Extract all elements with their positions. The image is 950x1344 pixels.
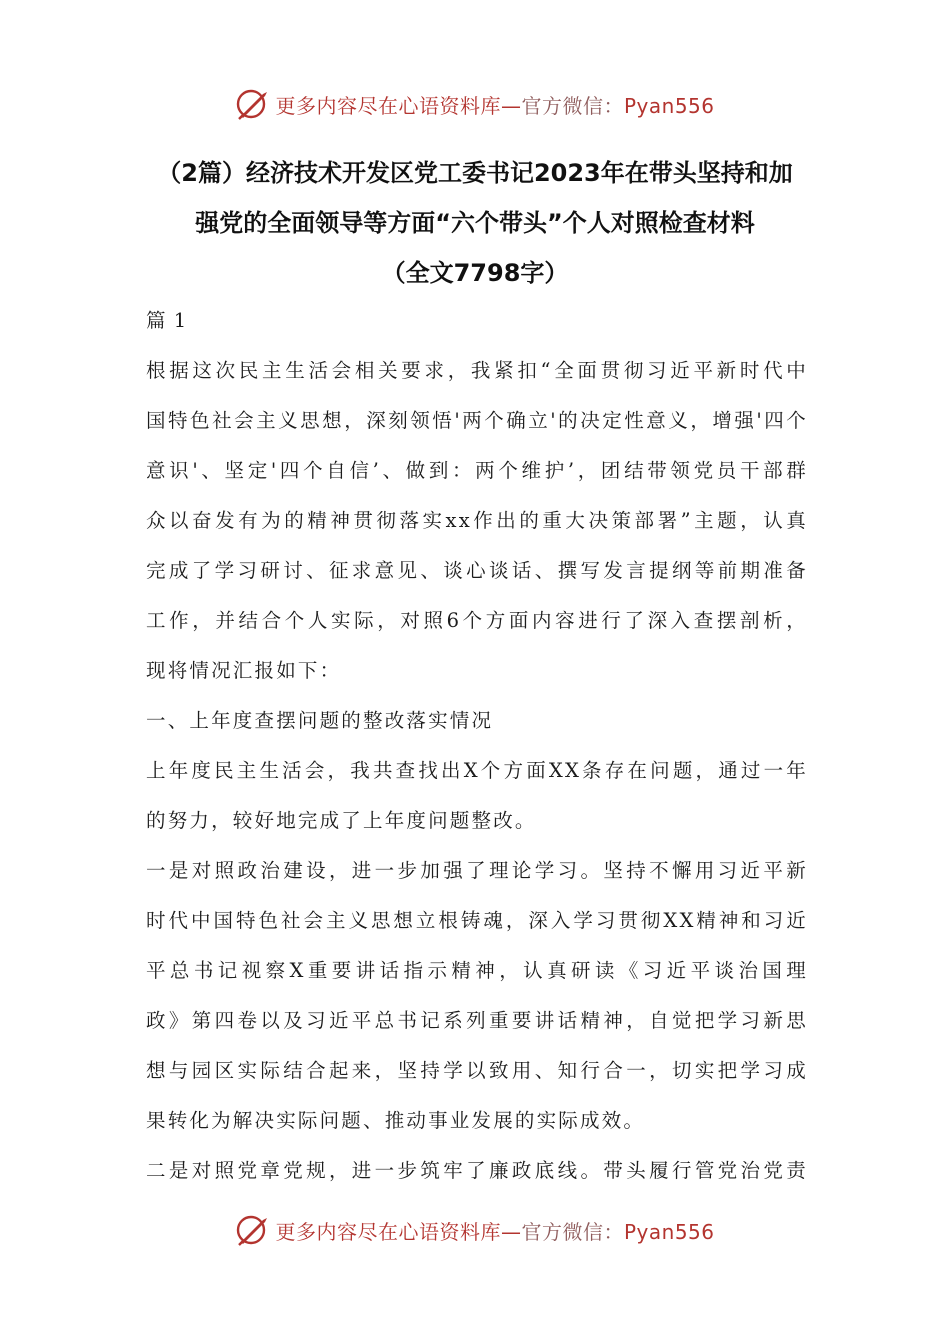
paragraph-line: 国特色社会主义思想，深刻领悟'两个确立'的决定性意义，增强'四个 bbox=[146, 409, 808, 432]
paragraph-line: 果转化为解决实际问题、推动事业发展的实际成效。 bbox=[146, 1109, 646, 1132]
title-line-2: 强党的全面领导等方面“六个带头”个人对照检查材料 bbox=[195, 209, 755, 237]
paragraph-line: 平总书记视察X重要讲话指示精神，认真研读《习近平谈治国理 bbox=[146, 959, 808, 982]
paragraph-line: 的努力，较好地完成了上年度问题整改。 bbox=[146, 809, 537, 832]
paragraph-line: 意识'、坚定'四个自信’、做到：两个维护’，团结带领党员干部群 bbox=[146, 459, 808, 482]
paragraph-line: 完成了学习研讨、征求意见、谈心谈话、撰写发言提纲等前期准备 bbox=[146, 559, 808, 582]
banner-dash: — bbox=[500, 1219, 522, 1244]
paragraph-line: 根据这次民主生活会相关要求，我紧扣“全面贯彻习近平新时代中 bbox=[146, 359, 808, 382]
header-watermark-banner bbox=[0, 84, 950, 124]
paragraph-line: 二是对照党章党规，进一步筑牢了廉政底线。带头履行管党治党责 bbox=[146, 1159, 808, 1182]
title-line-3: （全文7798字） bbox=[381, 259, 569, 287]
pen-logo-icon bbox=[235, 1212, 271, 1248]
document-body bbox=[146, 296, 808, 1196]
banner-label-text: 官方微信： bbox=[521, 93, 624, 118]
paragraph-line: 时代中国特色社会主义思想立根铸魂，深入学习贯彻XX精神和习近 bbox=[146, 909, 808, 932]
pen-logo-icon bbox=[235, 86, 271, 122]
banner-main-text: 更多内容尽在心语资料库 bbox=[275, 1219, 501, 1244]
banner-wechat-id: Pyan556 bbox=[623, 1219, 715, 1244]
document-title bbox=[140, 148, 810, 298]
section-heading: 一、上年度查摆问题的整改落实情况 bbox=[146, 709, 494, 732]
banner-wechat-id: Pyan556 bbox=[623, 93, 715, 118]
banner-dash: — bbox=[500, 93, 522, 118]
title-line-1: （2篇）经济技术开发区党工委书记2023年在带头坚持和加 bbox=[157, 159, 793, 187]
paragraph-line: 政》第四卷以及习近平总书记系列重要讲话精神，自觉把学习新思 bbox=[146, 1009, 808, 1032]
paragraph-line: 一是对照政治建设，进一步加强了理论学习。坚持不懈用习近平新 bbox=[146, 859, 808, 882]
paragraph-line: 众以奋发有为的精神贯彻落实xx作出的重大决策部署”主题，认真 bbox=[146, 509, 808, 532]
banner-main-text: 更多内容尽在心语资料库 bbox=[275, 93, 501, 118]
banner-label-text: 官方微信： bbox=[521, 1219, 624, 1244]
paragraph-line: 现将情况汇报如下： bbox=[146, 659, 342, 682]
section-heading-part1: 篇 1 bbox=[146, 309, 188, 332]
paragraph-line: 上年度民主生活会，我共查找出X个方面XX条存在问题，通过一年 bbox=[146, 759, 808, 782]
paragraph-line: 想与园区实际结合起来，坚持学以致用、知行合一，切实把学习成 bbox=[146, 1059, 808, 1082]
footer-watermark-banner bbox=[0, 1210, 950, 1250]
paragraph-line: 工作，并结合个人实际，对照6个方面内容进行了深入查摆剖析， bbox=[146, 609, 808, 632]
